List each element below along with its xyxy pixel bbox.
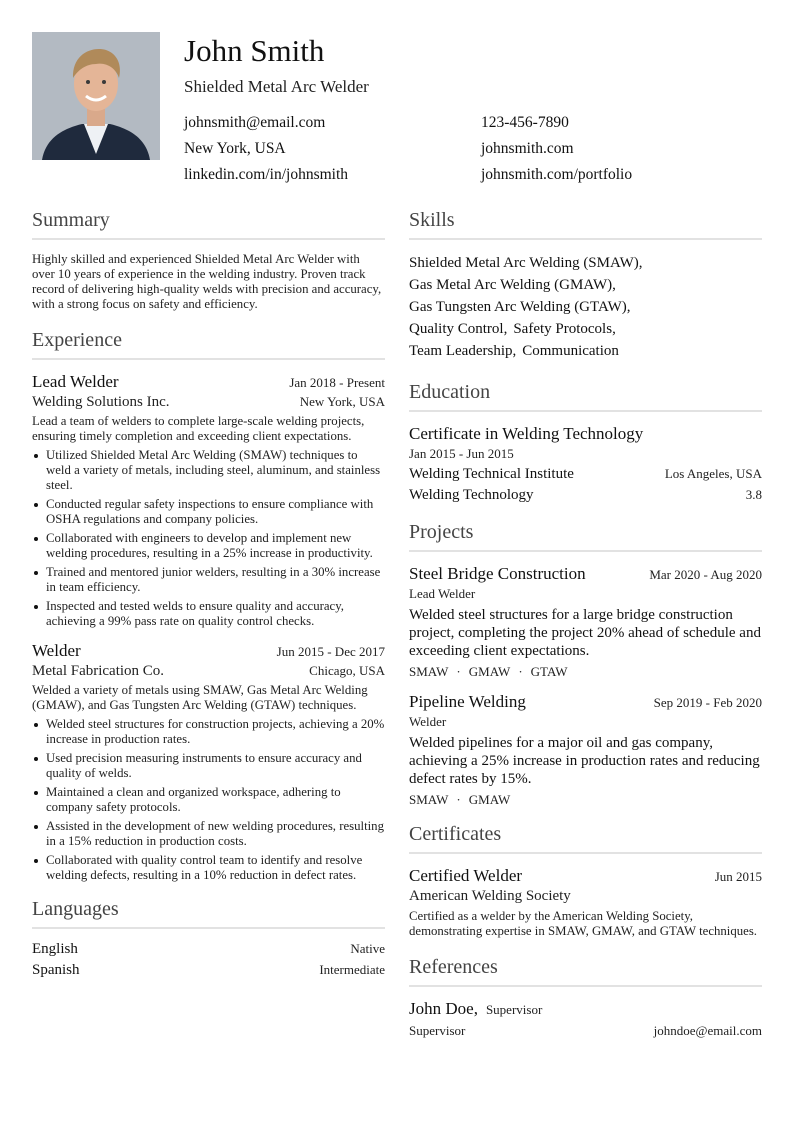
project-description: Welded pipelines for a major oil and gas company, achieving a 25% increase in production rates and reducing defect rates by 15%. (409, 735, 760, 787)
keyword: GMAW (468, 664, 511, 679)
list-item: Collaborated with engineers to develop and implement new welding procedures, resulting in a 25% increase in productivity. (32, 531, 385, 561)
reference-tag: Supervisor (485, 1002, 543, 1017)
skills-list (409, 252, 762, 362)
experience-section (32, 326, 385, 883)
project-entry (409, 692, 762, 808)
education-location: Los Angeles, USA (664, 466, 762, 481)
list-item: Utilized Shielded Metal Arc Welding (SMAW) techniques to weld a variety of metals, including steel, aluminum, and stainless steel. (32, 448, 385, 493)
summary-section (32, 206, 385, 312)
section-title: References (409, 953, 762, 987)
language-level: Native (350, 941, 385, 956)
education-score: 3.8 (745, 487, 762, 502)
profile-photo (32, 32, 160, 160)
list-item: Used precision measuring instruments to ensure accuracy and quality of welds. (32, 751, 385, 781)
section-title: Projects (409, 518, 762, 552)
projects-section (409, 518, 762, 808)
project-entry (409, 564, 762, 680)
section-title: Education (409, 378, 762, 412)
skill-item: Quality Control, (409, 321, 508, 337)
keyword: GMAW (468, 792, 511, 807)
job-entry (32, 372, 385, 629)
job-bullets (32, 448, 385, 629)
linkedin-link[interactable]: linkedin.com/in/johnsmith (184, 166, 349, 183)
email-link[interactable]: johnsmith@email.com (184, 114, 326, 131)
language-row (32, 941, 385, 958)
project-date: Sep 2019 - Feb 2020 (653, 695, 762, 710)
job-title: Welder (32, 641, 81, 660)
certificates-section (409, 820, 762, 939)
job-description: Welded a variety of metals using SMAW, Gas Metal Arc Welding (GMAW), and Gas Tungsten Arc Welding (GTAW) techniques. (32, 683, 368, 712)
reference-position: Supervisor (409, 1023, 466, 1038)
list-item: Trained and mentored junior welders, resulting in a 30% increase in team efficiency. (32, 565, 385, 595)
project-name: Pipeline Welding (409, 692, 526, 711)
section-title: Certificates (409, 820, 762, 854)
references-section (409, 953, 762, 1039)
skill-item: Communication (522, 343, 619, 359)
summary-text: Highly skilled and experienced Shielded Metal Arc Welder with over 10 years of experience in the welding industry. Proven track record of delivering high-quality welds with precision and accuracy, with a strong focus on safety and efficiency. (32, 252, 382, 311)
skill-item: Gas Metal Arc Welding (GMAW), (409, 277, 616, 293)
list-item: Collaborated with quality control team to identify and resolve welding defects, resulting in a 10% reduction in defect rates. (32, 853, 385, 883)
candidate-name: John Smith (184, 33, 325, 68)
job-description: Lead a team of welders to complete large-scale welding projects, ensuring timely completion and exceeding client expectations. (32, 414, 365, 443)
section-title: Skills (409, 206, 762, 240)
website-link[interactable]: johnsmith.com (481, 140, 574, 157)
job-location: Chicago, USA (309, 663, 385, 678)
project-date: Mar 2020 - Aug 2020 (649, 567, 762, 582)
section-title: Experience (32, 326, 385, 360)
project-description: Welded steel structures for a large bridge construction project, completing the project 20% ahead of schedule and exceeding client expectations. (409, 607, 761, 659)
phone-link[interactable]: 123-456-7890 (481, 114, 569, 131)
project-name: Steel Bridge Construction (409, 564, 586, 583)
job-entry (32, 641, 385, 883)
certificate-issuer: American Welding Society (409, 888, 571, 904)
keyword: GTAW (530, 664, 568, 679)
reference-email[interactable]: johndoe@email.com (653, 1023, 762, 1038)
reference-name: John Doe, (409, 999, 478, 1018)
location-text: New York, USA (184, 140, 286, 157)
project-role: Welder (409, 714, 447, 729)
job-date: Jan 2018 - Present (289, 375, 385, 390)
certificate-date: Jun 2015 (714, 869, 762, 884)
left-column (32, 206, 385, 983)
education-section (409, 378, 762, 504)
language-name: Spanish (32, 962, 80, 978)
list-item: Maintained a clean and organized workspace, adhering to company safety protocols. (32, 785, 385, 815)
education-field: Welding Technology (409, 487, 534, 503)
project-keywords: SMAW · GMAW · GTAW (409, 664, 568, 679)
project-keywords: SMAW · GMAW (409, 792, 511, 807)
portfolio-link[interactable]: johnsmith.com/portfolio (481, 166, 633, 183)
job-company: Welding Solutions Inc. (32, 394, 170, 410)
skill-item: Team Leadership, (409, 343, 517, 359)
job-title: Lead Welder (32, 372, 119, 391)
candidate-headline: Shielded Metal Arc Welder (184, 77, 369, 96)
list-item: Assisted in the development of new welding procedures, resulting in a 15% reduction in production costs. (32, 819, 385, 849)
education-institution: Welding Technical Institute (409, 466, 574, 482)
language-name: English (32, 941, 78, 957)
certificate-description: Certified as a welder by the American Welding Society, demonstrating expertise in SMAW, GMAW, and GTAW techniques. (409, 909, 758, 938)
section-title: Summary (32, 206, 385, 240)
project-role: Lead Welder (409, 586, 476, 601)
certificate-name: Certified Welder (409, 866, 523, 885)
keyword: SMAW (409, 792, 449, 807)
education-degree: Certificate in Welding Technology (409, 424, 644, 443)
job-date: Jun 2015 - Dec 2017 (276, 644, 385, 659)
skills-section (409, 206, 762, 362)
language-level: Intermediate (319, 962, 385, 977)
job-bullets (32, 717, 385, 883)
education-date: Jan 2015 - Jun 2015 (409, 446, 514, 461)
list-item: Welded steel structures for construction projects, achieving a 20% increase in production rates. (32, 717, 385, 747)
right-column (409, 206, 762, 1039)
list-item: Conducted regular safety inspections to ensure compliance with OSHA regulations and company policies. (32, 497, 385, 527)
job-company: Metal Fabrication Co. (32, 663, 165, 679)
list-item: Inspected and tested welds to ensure quality and accuracy, achieving a 99% pass rate on quality control checks. (32, 599, 385, 629)
keyword: SMAW (409, 664, 449, 679)
language-row (32, 962, 385, 979)
section-title: Languages (32, 895, 385, 929)
languages-section (32, 895, 385, 979)
skill-item: Gas Tungsten Arc Welding (GTAW), (409, 299, 631, 315)
skill-item: Safety Protocols, (513, 321, 616, 337)
job-location: New York, USA (299, 394, 385, 409)
skill-item: Shielded Metal Arc Welding (SMAW), (409, 255, 643, 271)
